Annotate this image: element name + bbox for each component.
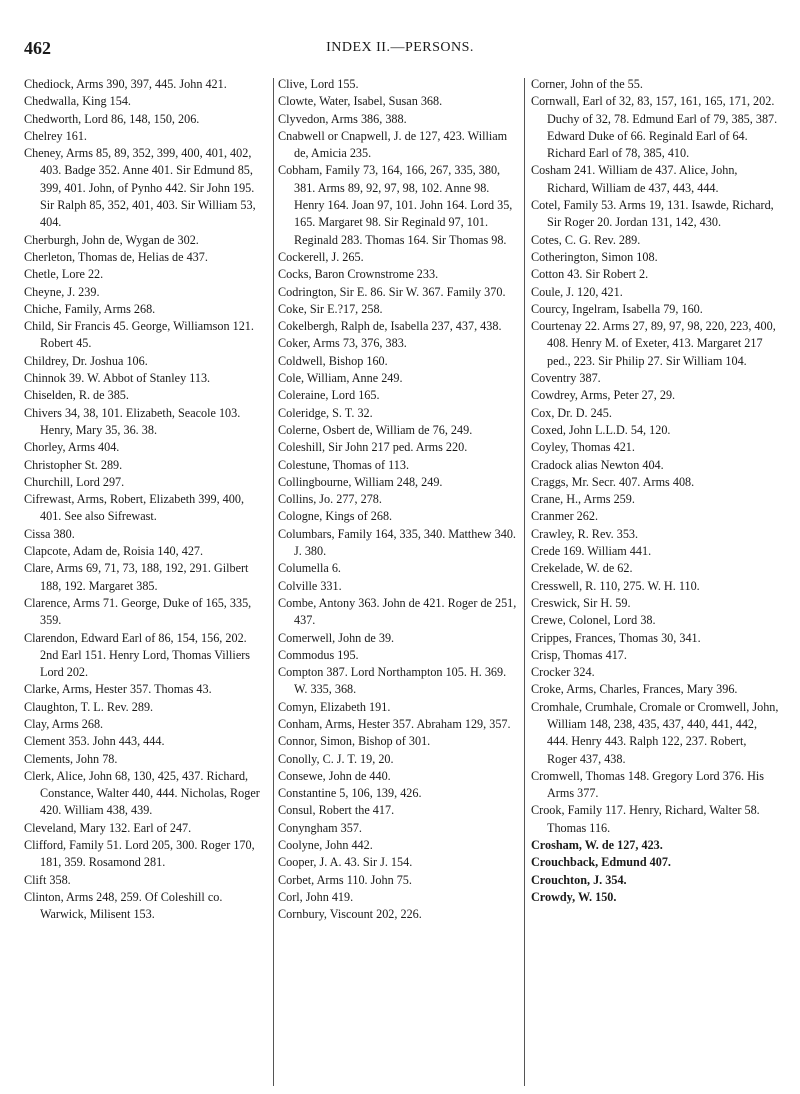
index-entry: Conyngham 357. <box>278 820 362 835</box>
index-entry: Chediock, Arms 390, 397, 445. John 421. <box>24 77 227 91</box>
index-entry: Claughton, T. L. Rev. 289. <box>24 699 154 714</box>
index-entry: Chedworth, Lord 86, 148, 150, 206. <box>24 111 200 126</box>
index-entry: Cranmer 262. <box>531 509 599 524</box>
index-entry: Cotherington, Simon 108. <box>531 249 658 264</box>
index-entry: Crouchback, Edmund 407. <box>531 855 671 870</box>
index-entry: Cokelbergh, Ralph de, Isabella 237, 437, 438. <box>278 319 502 334</box>
index-entry: Cissa 380. <box>24 526 75 541</box>
index-entry: Cresswell, R. 110, 275. W. H. 110. <box>531 578 700 593</box>
index-column-2 <box>278 76 518 1081</box>
index-entry: Coke, Sir E.?17, 258. <box>278 301 383 316</box>
index-entry: Cherleton, Thomas de, Helias de 437. <box>24 249 208 264</box>
index-entry: Clifford, Family 51. Lord 205, 300. Roger 170, 181, 359. Rosamond 281. <box>24 838 255 870</box>
index-entry: Clift 358. <box>24 872 71 887</box>
index-entry: Cosham 241. William de 437. Alice, John, Richard, William de 437, 443, 444. <box>531 163 738 195</box>
index-entry: Compton 387. Lord Northampton 105. H. 369. W. 335, 368. <box>278 665 507 697</box>
index-entry: Cocks, Baron Crownstrome 233. <box>278 267 439 282</box>
index-entry: Clarke, Arms, Hester 357. Thomas 43. <box>24 682 212 697</box>
index-entry: Clarendon, Edward Earl of 86, 154, 156, 202. 2nd Earl 151. Henry Lord, Thomas Villiers Lord 202. <box>24 630 251 680</box>
index-entry: Cotton 43. Sir Robert 2. <box>531 267 649 282</box>
index-entry: Coule, J. 120, 421. <box>531 284 623 299</box>
index-entry: Collins, Jo. 277, 278. <box>278 492 382 507</box>
index-entry: Clyvedon, Arms 386, 388. <box>278 111 407 126</box>
index-entry: Cleveland, Mary 132. Earl of 247. <box>24 820 192 835</box>
index-entry: Cifrewast, Arms, Robert, Elizabeth 399, 400, 401. See also Sifrewast. <box>24 492 245 524</box>
index-entry: Constantine 5, 106, 139, 426. <box>278 786 422 801</box>
index-entry: Chinnok 39. W. Abbot of Stanley 113. <box>24 371 211 386</box>
index-entry: Chiselden, R. de 385. <box>24 388 129 403</box>
index-entry: Corner, John of the 55. <box>531 77 643 91</box>
index-entry: Cherburgh, John de, Wygan de 302. <box>24 232 199 247</box>
index-entry: Churchill, Lord 297. <box>24 474 125 489</box>
index-entry: Cockerell, J. 265. <box>278 249 364 264</box>
index-entry: Connor, Simon, Bishop of 301. <box>278 734 431 749</box>
index-entry: Chetle, Lore 22. <box>24 267 104 282</box>
index-entry: Chivers 34, 38, 101. Elizabeth, Seacole 103. Henry, Mary 35, 36. 38. <box>24 405 241 437</box>
index-entry: Childrey, Dr. Joshua 106. <box>24 353 148 368</box>
index-entry: Columbars, Family 164, 335, 340. Matthew 340. J. 380. <box>278 526 516 559</box>
index-entry: Cornwall, Earl of 32, 83, 157, 161, 165, 171, 202. Duchy of 32, 78. Edmund Earl of 79, 385, 387. Edward Duke of 66. Reginald Earl of 64. Richard Earl of 78, 385, 410. <box>531 94 778 161</box>
index-entry: Cole, William, Anne 249. <box>278 371 403 386</box>
index-column-1 <box>24 76 268 1081</box>
index-entry: Crewe, Colonel, Lord 38. <box>531 613 656 628</box>
index-entry: Comyn, Elizabeth 191. <box>278 699 391 714</box>
index-entry: Chedwalla, King 154. <box>24 94 131 109</box>
index-entry: Crosham, W. de 127, 423. <box>531 838 663 853</box>
index-entry: Clowte, Water, Isabel, Susan 368. <box>278 94 443 109</box>
index-entry: Columella 6. <box>278 561 341 576</box>
index-entry: Cromwell, Thomas 148. Gregory Lord 376. His Arms 377. <box>531 768 765 801</box>
index-entry: Collingbourne, William 248, 249. <box>278 474 443 489</box>
index-entry: Creswick, Sir H. 59. <box>531 595 631 610</box>
index-entry: Crekelade, W. de 62. <box>531 561 633 576</box>
index-entry: Coyley, Thomas 421. <box>531 440 635 455</box>
index-entry: Child, Sir Francis 45. George, Williamson 121. Robert 45. <box>24 319 254 351</box>
index-entry: Crocker 324. <box>531 665 595 680</box>
index-entry: Clare, Arms 69, 71, 73, 188, 192, 291. Gilbert 188, 192. Margaret 385. <box>24 561 249 593</box>
index-entry: Colerne, Osbert de, William de 76, 249. <box>278 422 473 437</box>
index-entry: Coleshill, Sir John 217 ped. Arms 220. <box>278 440 468 455</box>
column-divider <box>524 78 525 1086</box>
index-entry: Coolyne, John 442. <box>278 838 373 853</box>
index-entry: Corbet, Arms 110. John 75. <box>278 872 412 887</box>
index-entry: Craggs, Mr. Secr. 407. Arms 408. <box>531 474 695 489</box>
index-entry: Chorley, Arms 404. <box>24 440 120 455</box>
index-entry: Cowdrey, Arms, Peter 27, 29. <box>531 388 676 403</box>
index-column-3 <box>531 76 779 1081</box>
index-entry: Coker, Arms 73, 376, 383. <box>278 336 407 351</box>
index-entry: Courcy, Ingelram, Isabella 79, 160. <box>531 301 703 316</box>
index-entry: Comerwell, John de 39. <box>278 630 395 645</box>
index-entry: Clive, Lord 155. <box>278 77 359 91</box>
index-entry: Cnabwell or Cnapwell, J. de 127, 423. William de, Amicia 235. <box>278 128 508 161</box>
index-entry: Crouchton, J. 354. <box>531 872 627 887</box>
index-entry: Conolly, C. J. T. 19, 20. <box>278 751 394 766</box>
index-entry: Clapcote, Adam de, Roisia 140, 427. <box>24 544 204 559</box>
index-entry: Cox, Dr. D. 245. <box>531 405 612 420</box>
index-entry: Cobham, Family 73, 164, 166, 267, 335, 380, 381. Arms 89, 92, 97, 98, 102. Anne 98. Henry 164. Joan 97, 101. John 164. Lord 35, 165. Margaret 98. Sir Reginald 97, 101. Reginald 283. Thomas 164. Sir Thomas 98. <box>278 163 513 247</box>
index-entry: Cotel, Family 53. Arms 19, 131. Isawde, Richard, Sir Roger 20. Jordan 131, 142, 430. <box>531 198 774 230</box>
index-entry: Consewe, John de 440. <box>278 768 391 783</box>
index-entry: Crisp, Thomas 417. <box>531 647 627 662</box>
index-entry: Clinton, Arms 248, 259. Of Coleshill co. Warwick, Milisent 153. <box>24 889 223 922</box>
index-entry: Consul, Robert the 417. <box>278 803 395 818</box>
index-entry: Colville 331. <box>278 578 342 593</box>
index-entry: Crane, H., Arms 259. <box>531 492 635 507</box>
index-entry: Clay, Arms 268. <box>24 716 104 731</box>
index-entry: Coleraine, Lord 165. <box>278 388 380 403</box>
index-entry: Cotes, C. G. Rev. 289. <box>531 232 641 247</box>
index-entry: Coleridge, S. T. 32. <box>278 405 373 420</box>
index-entry: Corl, John 419. <box>278 889 354 904</box>
index-entry: Cromhale, Crumhale, Cromale or Cromwell, John, William 148, 238, 435, 437, 440, 441, 442, 444. Henry 443. Ralph 122, 237. Robert, Roger 437, 438. <box>531 699 779 766</box>
index-entry: Christopher St. 289. <box>24 457 123 472</box>
running-title: INDEX II.—PERSONS. <box>326 40 474 55</box>
index-entry: Conham, Arms, Hester 357. Abraham 129, 357. <box>278 716 511 731</box>
index-entry: Commodus 195. <box>278 647 359 662</box>
index-entry: Clarence, Arms 71. George, Duke of 165, 335, 359. <box>24 595 252 628</box>
index-entry: Croke, Arms, Charles, Frances, Mary 396. <box>531 682 738 697</box>
column-divider <box>273 78 274 1086</box>
index-entry: Clerk, Alice, John 68, 130, 425, 437. Richard, Constance, Walter 440, 444. Nicholas, Roger 420. William 438, 439. <box>24 768 260 818</box>
page-number: 462 <box>24 38 51 58</box>
index-entry: Chelrey 161. <box>24 128 87 143</box>
index-entry: Coxed, John L.L.D. 54, 120. <box>531 422 671 437</box>
index-entry: Cheyne, J. 239. <box>24 284 100 299</box>
index-entry: Crawley, R. Rev. 353. <box>531 526 639 541</box>
index-entry: Chiche, Family, Arms 268. <box>24 301 156 316</box>
index-entry: Crippes, Frances, Thomas 30, 341. <box>531 630 701 645</box>
index-entry: Codrington, Sir E. 86. Sir W. 367. Family 370. <box>278 284 506 299</box>
index-entry: Courtenay 22. Arms 27, 89, 97, 98, 220, 223, 400, 408. Henry M. of Exeter, 413. Margaret 217 ped., 223. Sir Philip 27. Sir William 104. <box>531 319 776 368</box>
index-entry: Coventry 387. <box>531 371 601 386</box>
index-entry: Coldwell, Bishop 160. <box>278 353 388 368</box>
index-entry: Colestune, Thomas of 113. <box>278 457 410 472</box>
index-entry: Crook, Family 117. Henry, Richard, Walter 58. Thomas 116. <box>531 803 760 835</box>
index-entry: Clement 353. John 443, 444. <box>24 734 165 749</box>
index-entry: Cologne, Kings of 268. <box>278 509 393 524</box>
index-entry: Cheney, Arms 85, 89, 352, 399, 400, 401, 402, 403. Badge 352. Anne 401. Sir Edmund 85, 399, 401. John, of Pynho 442. Sir John 195. Sir Ralph 85, 352, 401, 403. Sir William 53, 404. <box>24 146 256 230</box>
index-entry: Cooper, J. A. 43. Sir J. 154. <box>278 855 413 870</box>
index-entry: Cradock alias Newton 404. <box>531 457 664 472</box>
index-entry: Cornbury, Viscount 202, 226. <box>278 907 422 922</box>
index-entry: Clements, John 78. <box>24 751 118 766</box>
index-entry: Crede 169. William 441. <box>531 544 652 559</box>
index-entry: Combe, Antony 363. John de 421. Roger de 251, 437. <box>278 595 517 628</box>
index-entry: Crowdy, W. 150. <box>531 889 617 904</box>
